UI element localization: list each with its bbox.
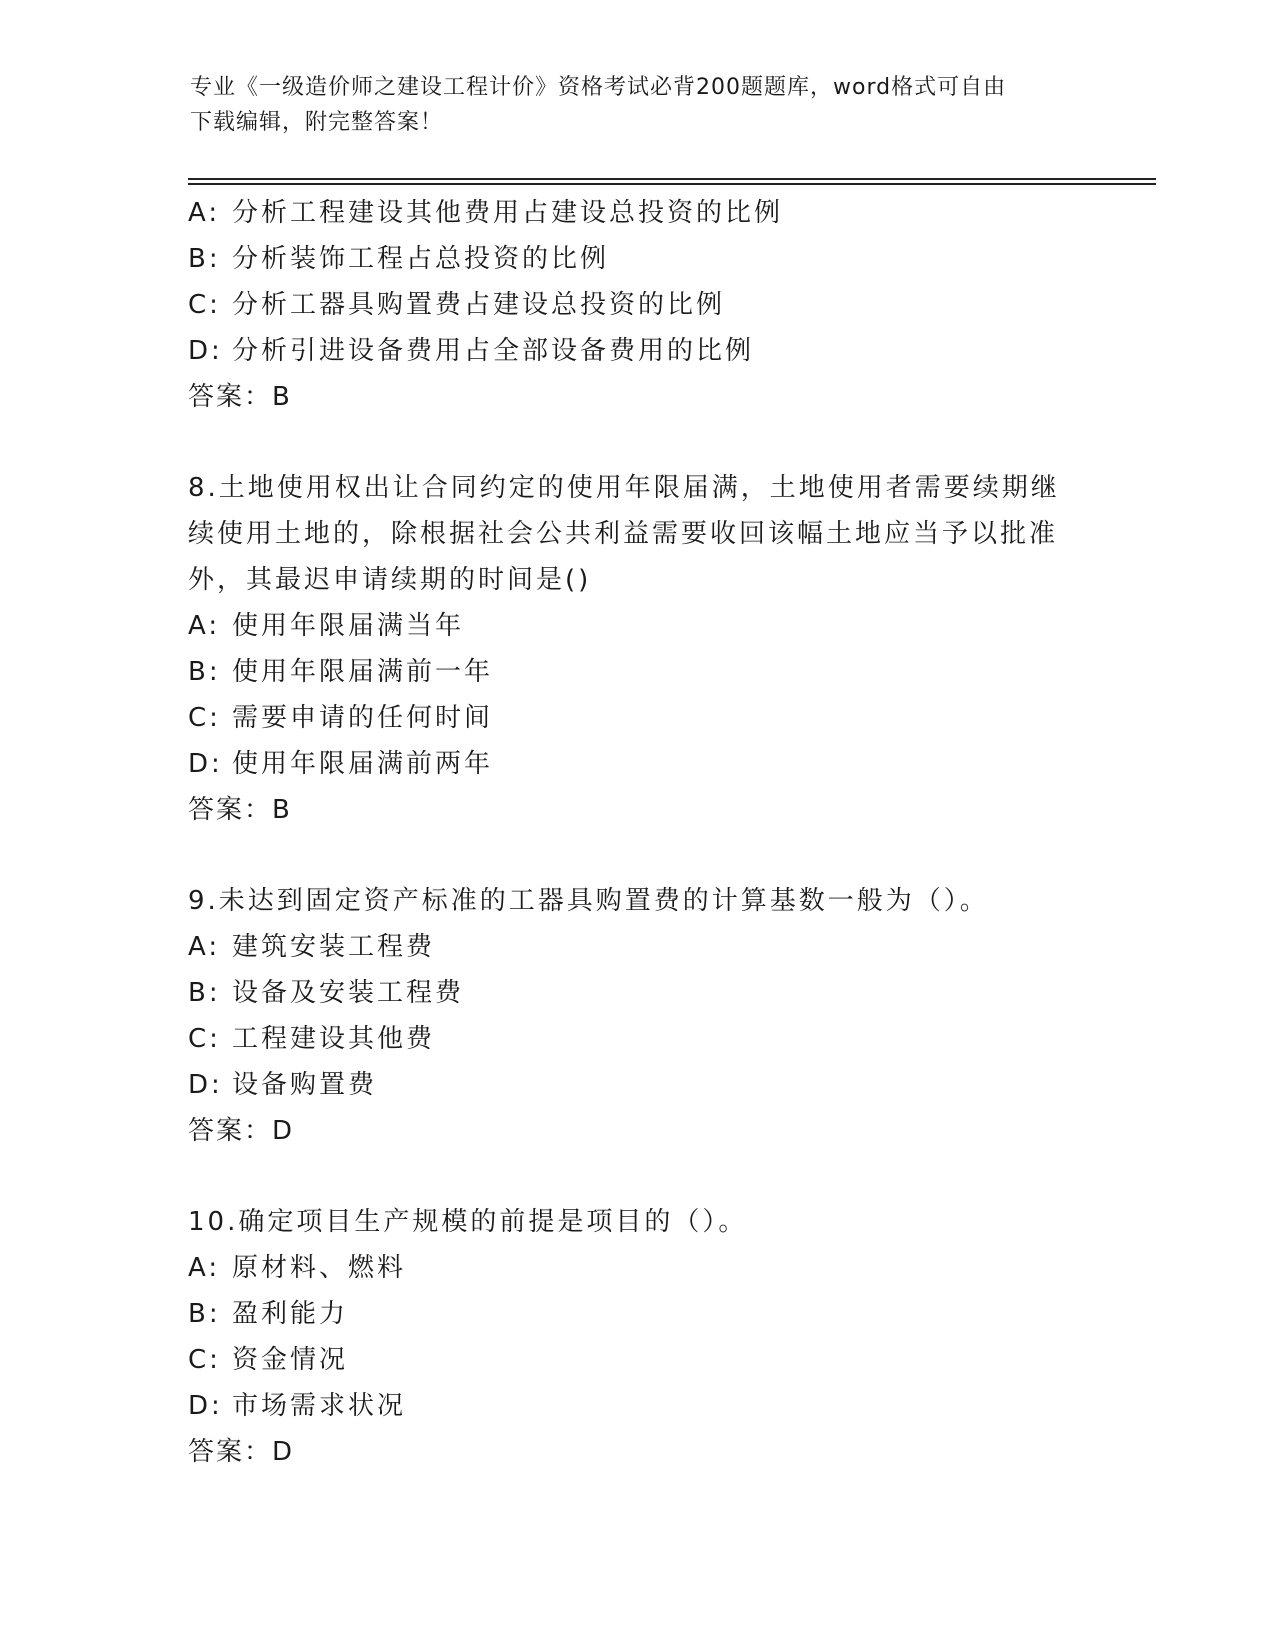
question-block-8 <box>188 465 1088 833</box>
question-text: 8.土地使用权出让合同约定的使用年限届满，土地使用者需要续期继续使用土地的，除根据社会公共利益需要收回该幅土地应当予以批准外，其最迟申请续期的时间是() <box>188 473 1060 595</box>
option-b: B: 盈利能力 <box>188 1299 349 1329</box>
header-note-line-2: 下载编辑，附完整答案！ <box>190 110 444 135</box>
option-c: C: 需要申请的任何时间 <box>188 703 494 733</box>
option-d: D: 使用年限届满前两年 <box>188 749 494 779</box>
option-c: C: 工程建设其他费 <box>188 1024 436 1054</box>
option-c: C: 分析工器具购置费占建设总投资的比例 <box>188 290 726 320</box>
option-a: A: 使用年限届满当年 <box>188 611 465 641</box>
question-text: 9.未达到固定资产标准的工器具购置费的计算基数一般为（）。 <box>188 886 989 916</box>
question-text: 10.确定项目生产规模的前提是项目的（）。 <box>188 1207 748 1237</box>
header-divider-bottom <box>188 183 1156 185</box>
option-b: B: 设备及安装工程费 <box>188 978 465 1008</box>
option-d: D: 设备购置费 <box>188 1070 378 1100</box>
option-c: C: 资金情况 <box>188 1345 349 1375</box>
answer-line: 答案：B <box>188 795 292 825</box>
answer-line: 答案：B <box>188 382 292 412</box>
header-divider-top <box>188 178 1156 180</box>
option-b: B: 分析装饰工程占总投资的比例 <box>188 244 610 274</box>
question-list <box>188 190 1088 1475</box>
answer-line: 答案：D <box>188 1116 295 1146</box>
header-note-line-1: 专业《一级造价师之建设工程计价》资格考试必背200题题库，word格式可自由 <box>190 75 1007 100</box>
option-a: A: 建筑安装工程费 <box>188 932 436 962</box>
option-d: D: 分析引进设备费用占全部设备费用的比例 <box>188 336 755 366</box>
question-block-10 <box>188 1199 1088 1475</box>
option-d: D: 市场需求状况 <box>188 1391 407 1421</box>
question-block-7 <box>188 190 1088 420</box>
option-a: A: 分析工程建设其他费用占建设总投资的比例 <box>188 198 784 228</box>
header-note <box>190 70 1070 140</box>
option-b: B: 使用年限届满前一年 <box>188 657 494 687</box>
question-block-9 <box>188 878 1088 1154</box>
option-a: A: 原材料、燃料 <box>188 1253 407 1283</box>
answer-line: 答案：D <box>188 1437 295 1467</box>
